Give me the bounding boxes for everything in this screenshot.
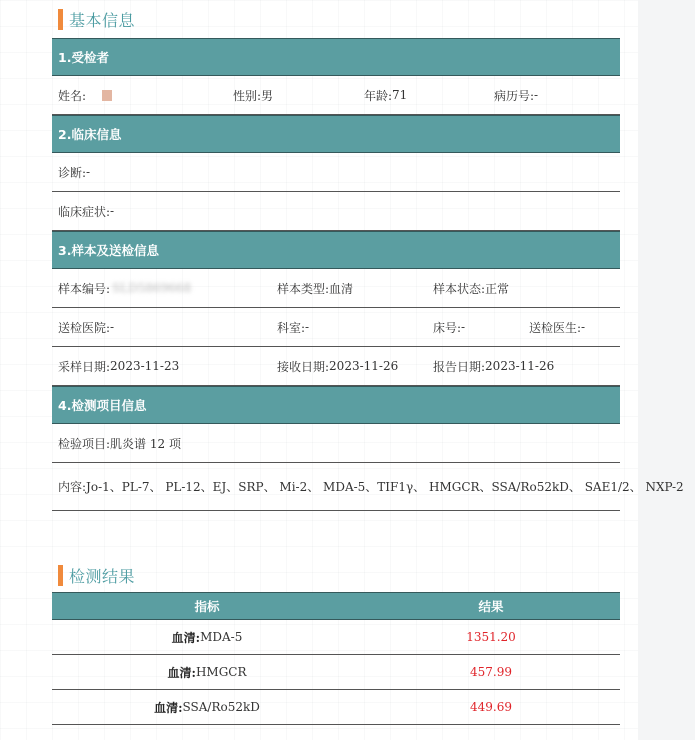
department-value: -: [305, 320, 310, 334]
title-accent-bar: [58, 9, 63, 30]
record-cell: [494, 76, 538, 114]
symptoms-label: 临床症状:: [58, 204, 111, 219]
gender-cell: [233, 76, 273, 114]
department-cell: [277, 308, 309, 346]
table-row: [52, 690, 620, 725]
sample-id-cell: [58, 269, 191, 307]
sample-type-value: 血清: [329, 281, 354, 296]
diagnosis-cell: [58, 153, 90, 191]
test-content-row: [52, 463, 684, 511]
sample-status-value: 正常: [485, 281, 510, 296]
subject-header: 1.受检者: [52, 38, 620, 76]
title-accent-bar: [58, 565, 63, 586]
indicator-name: MDA-5: [200, 630, 243, 644]
receive-date-value: 2023-11-26: [329, 359, 399, 373]
indicator-cell: [52, 690, 362, 724]
symptoms-cell: [58, 192, 114, 230]
record-value: -: [534, 88, 539, 102]
sample-header: 3.样本及送检信息: [52, 231, 620, 269]
gender-value: 男: [261, 88, 274, 103]
symptoms-row: [52, 192, 620, 231]
clinical-header: 2.临床信息: [52, 115, 620, 153]
age-label: 年龄:: [364, 88, 393, 103]
record-label: 病历号:: [494, 88, 535, 103]
diagnosis-label: 诊断:: [58, 165, 87, 180]
specimen-label: 血清:: [154, 700, 183, 715]
col-result-header: 结果: [478, 599, 504, 614]
specimen-label: 血清:: [167, 665, 196, 680]
hospital-cell: [58, 308, 114, 346]
receive-date-cell: [277, 347, 398, 385]
sample-row-2: [52, 308, 620, 347]
doctor-label: 送检医生:: [529, 320, 582, 335]
test-content-label: 内容:: [58, 480, 87, 494]
test-item-cell: [58, 424, 181, 462]
sample-type-label: 样本类型:: [277, 281, 330, 296]
results-title-text: 检测结果: [69, 566, 136, 586]
indicator-cell: [52, 655, 362, 689]
table-row: [52, 655, 620, 690]
test-content-value: Jo-1、PL-7、 PL-12、EJ、SRP、 Mi-2、 MDA-5、TIF1γ、 HMGCR、SSA/Ro52kD、 SAE1/2、 NXP-2: [86, 480, 684, 494]
sample-id-label: 样本编号:: [58, 281, 111, 296]
sample-row-1: [52, 269, 620, 308]
name-label: 姓名:: [58, 88, 87, 103]
specimen-label: 血清:: [171, 630, 201, 645]
basic-info-title: [58, 8, 135, 30]
hospital-value: -: [110, 320, 115, 334]
page-margin: [638, 0, 695, 740]
results-table-header: [52, 592, 620, 620]
table-row: [52, 620, 620, 655]
diagnosis-row: [52, 153, 620, 192]
sample-status-cell: [433, 269, 509, 307]
bed-label: 床号:: [433, 320, 462, 335]
receive-date-label: 接收日期:: [277, 359, 330, 374]
name-redacted-mark: [102, 90, 112, 101]
indicator-name: HMGCR: [195, 665, 247, 679]
subject-row: [52, 76, 620, 115]
report-date-label: 报告日期:: [433, 359, 486, 374]
result-value: 457.99: [470, 665, 512, 679]
name-cell: [58, 76, 112, 114]
sample-status-label: 样本状态:: [433, 281, 486, 296]
result-value: 1351.20: [466, 630, 516, 644]
test-item-label: 检验项目:: [58, 436, 111, 451]
symptoms-value: -: [110, 204, 115, 218]
sample-type-cell: [277, 269, 353, 307]
results-title: [58, 564, 135, 586]
test-item-row: [52, 424, 620, 463]
report-date-cell: [433, 347, 554, 385]
sample-row-3: [52, 347, 620, 386]
collect-date-label: 采样日期:: [58, 359, 111, 374]
age-value: 71: [392, 88, 408, 102]
indicator-cell: [52, 620, 362, 654]
collect-date-cell: [58, 347, 179, 385]
basic-info-title-text: 基本信息: [69, 10, 136, 30]
col-indicator-header: 指标: [194, 599, 220, 614]
bed-cell: [433, 308, 465, 346]
age-cell: [364, 76, 407, 114]
hospital-label: 送检医院:: [58, 320, 111, 335]
test-content-cell: [58, 463, 684, 510]
sample-id-value: SLD5869668: [112, 281, 192, 295]
indicator-name: SSA/Ro52kD: [182, 700, 260, 714]
department-label: 科室:: [277, 320, 306, 335]
report-date-value: 2023-11-26: [485, 359, 555, 373]
test-item-value: 肌炎谱 12 项: [110, 436, 181, 451]
bed-value: -: [461, 320, 466, 334]
result-value: 449.69: [470, 700, 512, 714]
test-items-header: 4.检测项目信息: [52, 386, 620, 424]
collect-date-value: 2023-11-23: [110, 359, 180, 373]
diagnosis-value: -: [86, 165, 91, 179]
doctor-value: -: [581, 320, 586, 334]
doctor-cell: [529, 308, 585, 346]
gender-label: 性别:: [233, 88, 262, 103]
